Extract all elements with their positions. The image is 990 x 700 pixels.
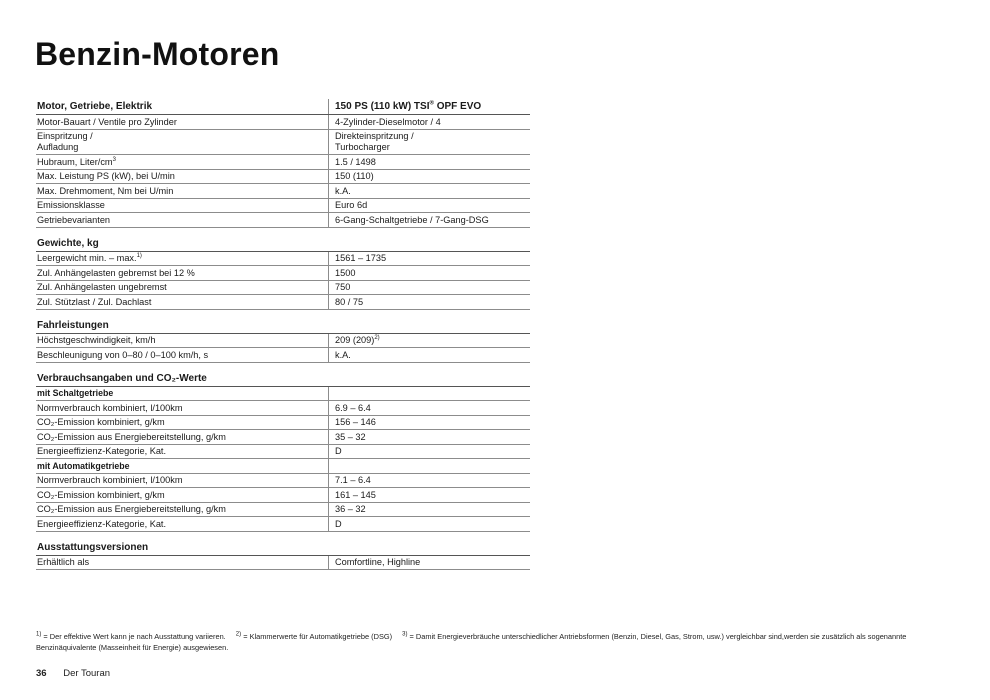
page-footer [36,668,110,679]
engine-variant-header: 150 PS (110 kW) TSI® OPF EVO [329,99,531,115]
footnotes [36,631,936,653]
table-row: Emissionsklasse Euro 6d [36,198,530,213]
table-row: Energieeffizienz-Kategorie, Kat. D [36,444,530,459]
table-row: Max. Drehmoment, Nm bei U/min k.A. [36,184,530,199]
table-row: Beschleunigung von 0–80 / 0–100 km/h, s k.A. [36,348,530,363]
table-row: Normverbrauch kombiniert, l/100km 7.1 – 6.4 [36,473,530,488]
page-number: 36 [36,668,47,679]
section-title: Motor, Getriebe, Elektrik [36,99,329,115]
subsection-manual: mit Schaltgetriebe [36,386,530,401]
footnote-1: $^{1)}$ = Der effektive Wert kann je nach Ausstattung variieren. [36,631,226,641]
table-row: CO₂-Emission aus Energiebereitstellung, g/km 35 – 32 [36,430,530,445]
section-header-consumption: Verbrauchsangaben und CO₂-Werte [36,362,530,386]
section-header-engine [36,99,530,115]
table-row: Erhältlich als Comfortline, Highline [36,555,530,570]
page-title: Benzin-Motoren [35,36,280,72]
table-row: Höchstgeschwindigkeit, km/h 209 $(209)^{2)}$ [36,333,530,348]
footnote-2: $^{2)}$ = Klammerwerte für Automatikgetriebe (DSG) [235,631,393,641]
section-header-performance: Fahrleistungen [36,309,530,333]
table-row: Leergewicht min. – max.$^{1)}$ 1561 – 1735 [36,251,530,266]
table-row: Normverbrauch kombiniert, l/100km 6.9 – 6.4 [36,401,530,416]
table-row: CO₂-Emission aus Energiebereitstellung, g/km 36 – 32 [36,502,530,517]
footnote-3: $^{3)}$ = Damit Energieverbräuche unterschiedlicher Antriebsformen (Benzin, Diesel, Gas, Strom, usw.) vergleichbar sind,werden sie zusätzlich als sogenannte Benzinäquivalente (Masseinheit für Energie) ausgewiesen. [36,631,907,652]
spec-table [36,99,530,570]
section-header-weights: Gewichte, kg [36,227,530,251]
table-row: Motor-Bauart / Ventile pro Zylinder 4-Zylinder-Dieselmotor / 4 [36,115,530,130]
section-header-equipment: Ausstattungsversionen [36,531,530,555]
footer-label: Der Touran [63,668,111,679]
table-row: CO₂-Emission kombiniert, g/km 161 – 145 [36,488,530,503]
table-row: Hubraum, Liter/$cm^3$ 1.5 / 1498 [36,155,530,170]
table-row: Getriebevarianten 6-Gang-Schaltgetriebe / 7-Gang-DSG [36,213,530,228]
table-row: Einspritzung / Aufladung Direkteinspritzung / Turbocharger [36,129,530,155]
table-row: Zul. Stützlast / Zul. Dachlast 80 / 75 [36,295,530,310]
table-row: Max. Leistung PS (kW), bei U/min 150 (110) [36,169,530,184]
table-row: Zul. Anhängelasten gebremst bei 12 % 1500 [36,266,530,281]
table-row: Energieeffizienz-Kategorie, Kat. D [36,517,530,532]
subsection-automatic: mit Automatikgetriebe [36,459,530,474]
table-row: Zul. Anhängelasten ungebremst 750 [36,280,530,295]
table-row: CO₂-Emission kombiniert, g/km 156 – 146 [36,415,530,430]
